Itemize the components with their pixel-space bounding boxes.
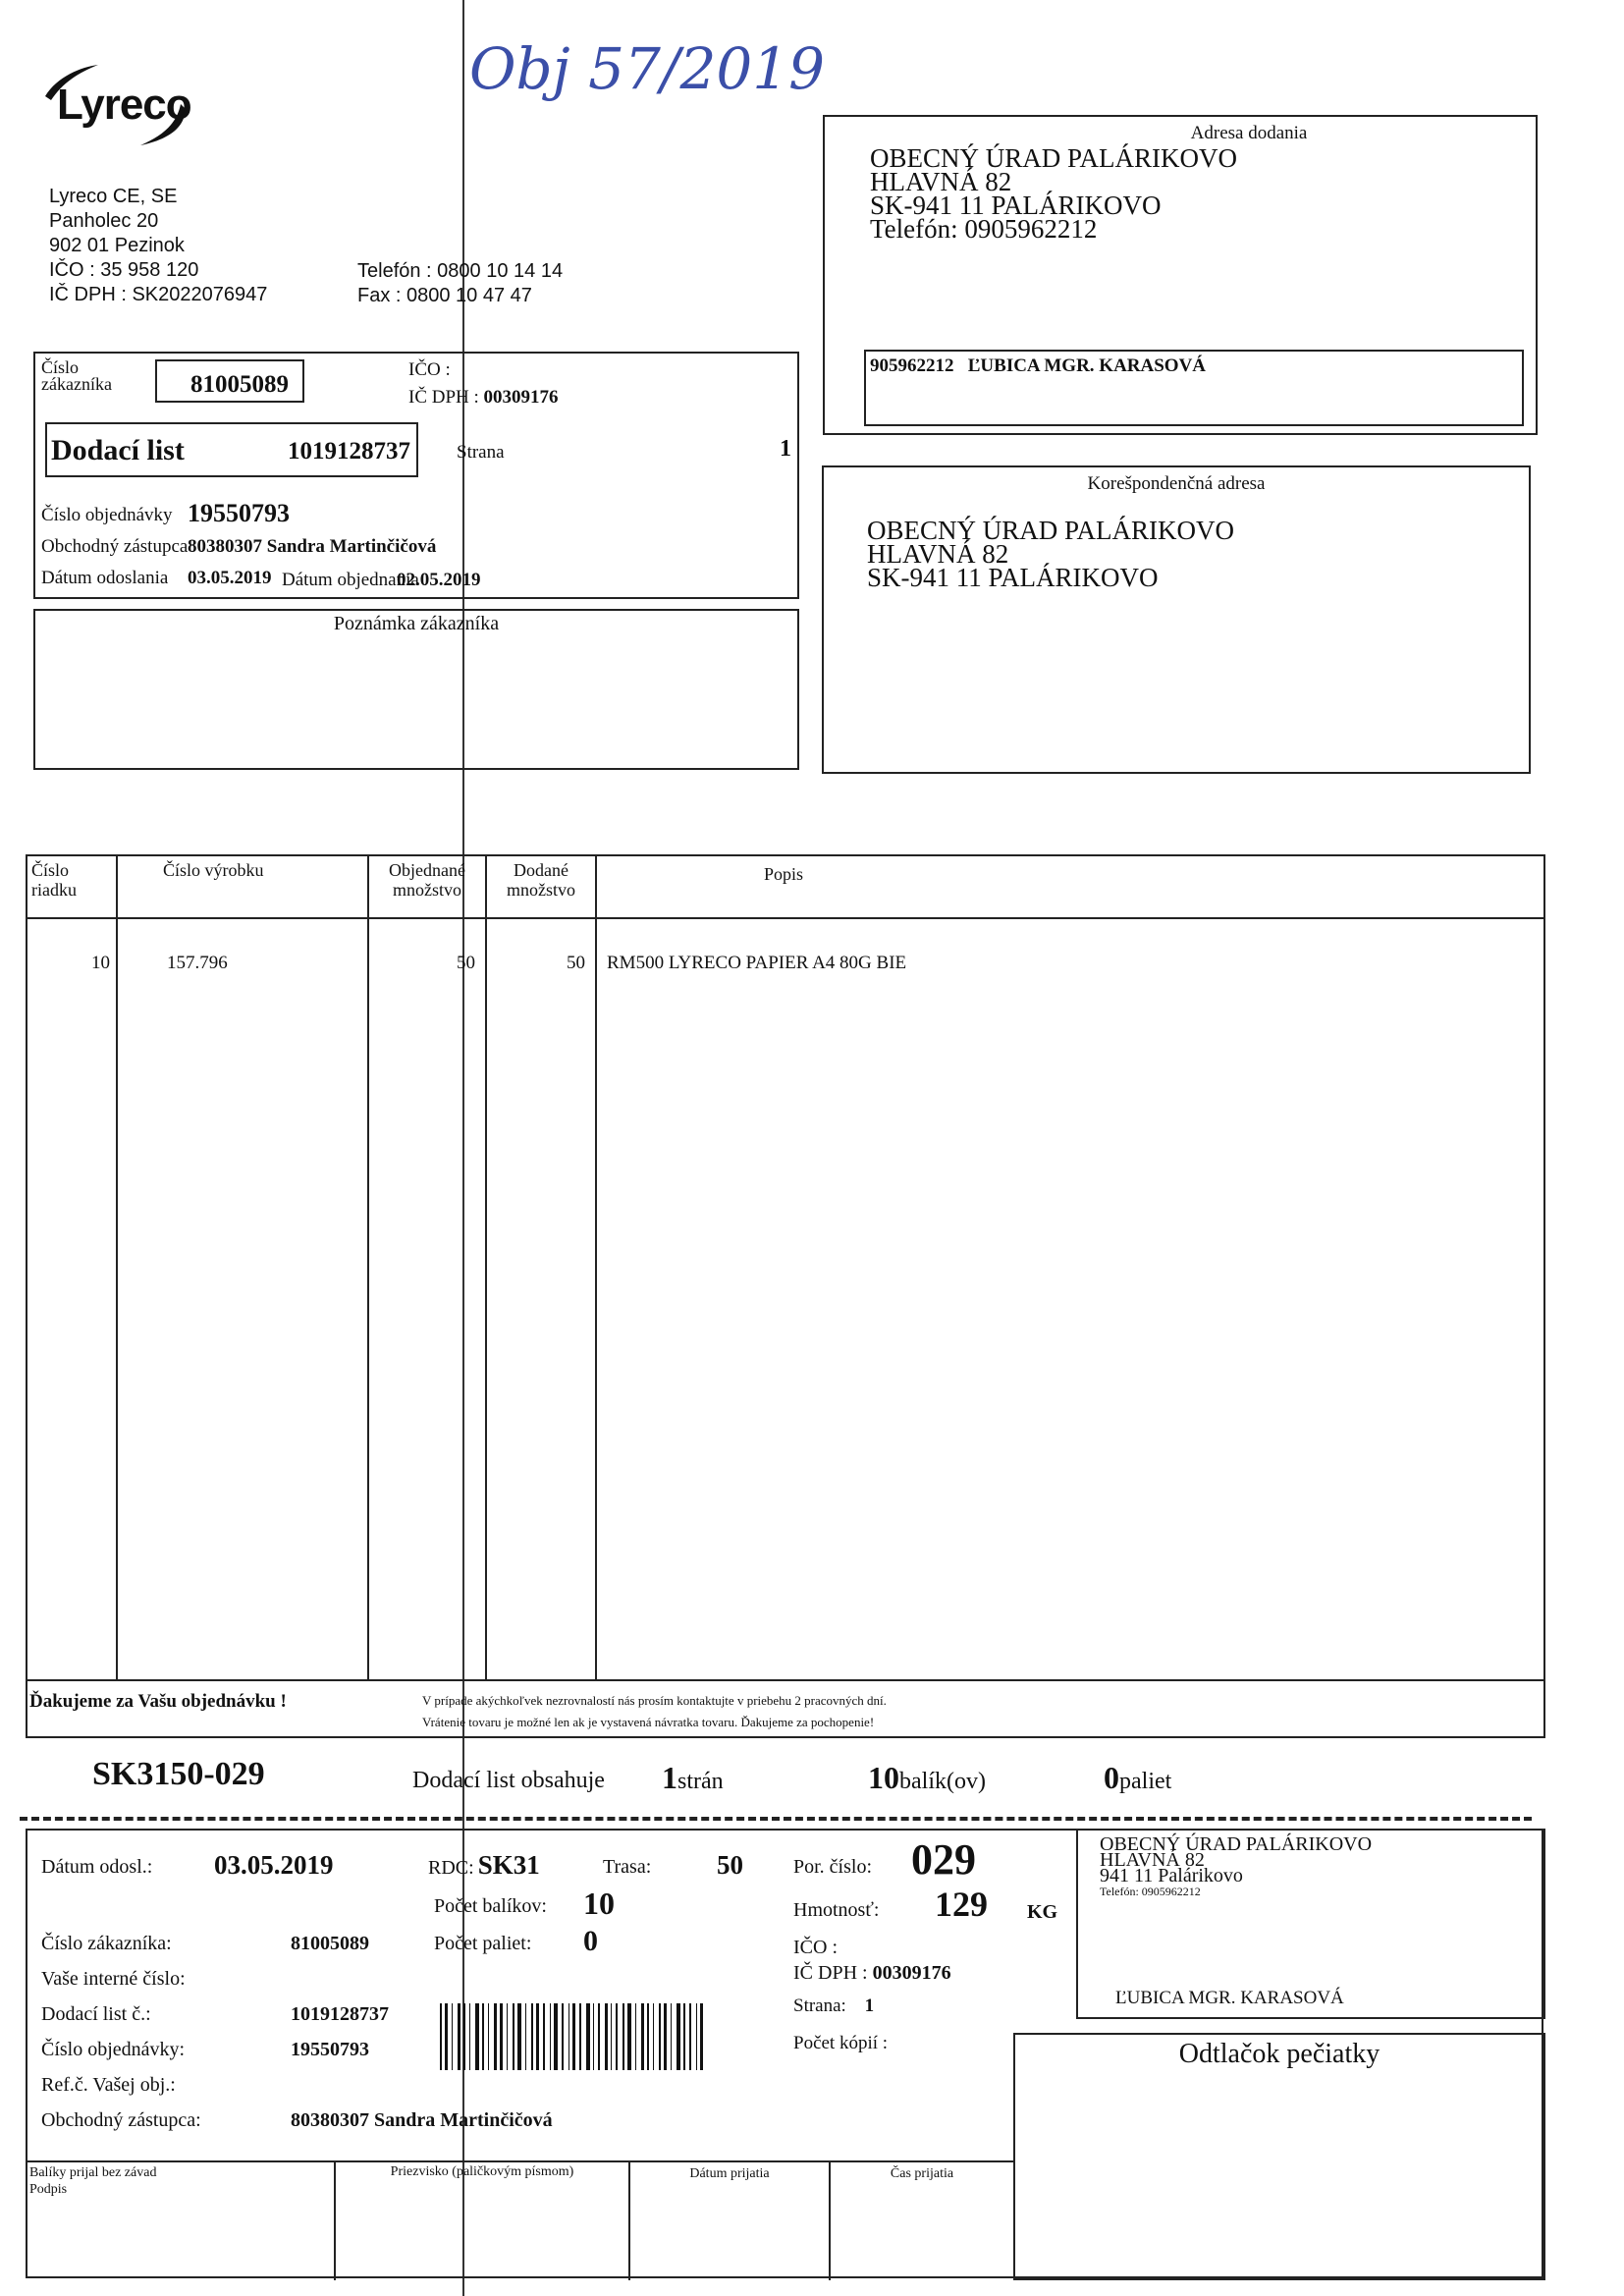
label-ship-date-label: Dátum odosl.: xyxy=(41,1856,153,1878)
order-number-label: Číslo objednávky xyxy=(41,505,173,525)
summary-pallets-unit: paliet xyxy=(1119,1769,1172,1794)
summary-packages-unit: balík(ov) xyxy=(899,1769,986,1794)
customer-number-box xyxy=(155,359,304,403)
barcode-bar xyxy=(452,2003,453,2070)
weight-label: Hmotnosť: xyxy=(793,1899,880,1921)
order-date: 02.05.2019 xyxy=(397,570,481,590)
barcode-bar xyxy=(677,2003,680,2070)
receive-time-label: Čas prijatia xyxy=(890,2166,954,2181)
page-number: 1 xyxy=(780,436,791,462)
col-divider xyxy=(485,856,487,1681)
customer-note-box xyxy=(33,609,799,770)
items-table xyxy=(26,854,1545,1738)
label-contact: ĽUBICA MGR. KARASOVÁ xyxy=(1115,1988,1344,2008)
barcode-bar xyxy=(647,2003,649,2070)
received-label: Balíky prijal bez závad xyxy=(29,2165,157,2180)
supplier-line: 902 01 Pezinok xyxy=(49,235,185,256)
ic-dph-value: 00309176 xyxy=(483,387,559,408)
barcode-bar xyxy=(445,2003,448,2070)
supplier-line: IČ DPH : SK2022076947 xyxy=(49,284,268,305)
cell-delivered: 50 xyxy=(567,953,585,973)
delivery-contact: 905962212 ĽUBICA MGR. KARASOVÁ xyxy=(870,355,1207,376)
weight-value: 129 xyxy=(935,1885,988,1924)
label-page-label: Strana: xyxy=(793,1995,846,2016)
received-block xyxy=(29,2164,156,2198)
sales-rep: 80380307 Sandra Martinčičová xyxy=(188,536,437,557)
supplier-line: IČO : 35 958 120 xyxy=(49,259,199,281)
barcode-bar xyxy=(593,2003,594,2070)
barcode-bar xyxy=(500,2003,503,2070)
internal-number-label: Vaše interné číslo: xyxy=(41,1968,186,1990)
correspondence-address-lines xyxy=(867,516,1235,592)
barcode-bar xyxy=(517,2003,521,2070)
signature-label: Podpis xyxy=(29,2182,68,2197)
correspondence-address-line: OBECNÝ ÚRAD PALÁRIKOVO xyxy=(867,516,1235,545)
barcode-bar xyxy=(611,2003,612,2070)
packages-value: 10 xyxy=(583,1886,615,1921)
summary-packages xyxy=(868,1760,986,1796)
barcode-bar xyxy=(536,2003,539,2070)
label-address-line: 941 11 Palárikovo xyxy=(1100,1865,1243,1886)
barcode-bar xyxy=(572,2003,575,2070)
label-address-line: HLAVNÁ 82 xyxy=(1100,1849,1205,1871)
summary-pallets-value: 0 xyxy=(1104,1760,1119,1795)
summary-pallets xyxy=(1104,1760,1171,1796)
label-address-lines xyxy=(1100,1833,1373,1899)
delivery-address-lines xyxy=(870,143,1238,244)
footer-divider xyxy=(27,1679,1543,1681)
cell-description: RM500 LYRECO PAPIER A4 80G BIE xyxy=(607,953,907,973)
route-value: 50 xyxy=(717,1850,743,1880)
order-label: Číslo objednávky: xyxy=(41,2039,186,2060)
col-header-product: Číslo výrobku xyxy=(163,860,264,880)
page-label: Strana xyxy=(457,442,505,463)
cell-ordered: 50 xyxy=(457,953,475,973)
col-header-line: Číslo riadku xyxy=(31,860,77,900)
doc-title: Dodací list xyxy=(51,434,185,466)
ic-dph-label: IČ DPH : xyxy=(408,387,479,408)
barcode-bar xyxy=(494,2003,497,2070)
supplier-block xyxy=(49,185,267,307)
barcode-bar xyxy=(482,2003,484,2070)
order-value: 19550793 xyxy=(291,2039,369,2060)
barcode-bar xyxy=(623,2003,624,2070)
stamp-label: Odtlačok pečiatky xyxy=(1178,2039,1380,2069)
correspondence-address-line: HLAVNÁ 82 xyxy=(867,539,1009,569)
copies-label: Počet kópií : xyxy=(793,2033,889,2053)
lyreco-logo xyxy=(37,59,214,147)
summary-pages-value: 1 xyxy=(662,1760,677,1795)
seq-label: Por. číslo: xyxy=(793,1856,873,1878)
label-ic-dph-value: 00309176 xyxy=(872,1962,951,1984)
ref-label: Ref.č. Vašej obj.: xyxy=(41,2074,176,2096)
ship-date: 03.05.2019 xyxy=(188,568,272,588)
barcode-bar xyxy=(469,2003,470,2070)
sales-rep-label: Obchodný zástupca xyxy=(41,536,189,557)
logo-text: Lyreco xyxy=(57,81,191,129)
label-address-phone: Telefón: 0905962212 xyxy=(1100,1885,1201,1898)
correspondence-address-title: Korešpondenčná adresa xyxy=(1087,473,1266,494)
supplier-line: Panholec 20 xyxy=(49,210,159,232)
customer-value: 81005089 xyxy=(291,1933,369,1954)
barcode-bar xyxy=(458,2003,460,2070)
barcode-bar xyxy=(586,2003,590,2070)
label-ic-dph-label: IČ DPH : xyxy=(793,1962,868,1984)
delivery-address-line: Telefón: 0905962212 xyxy=(870,214,1098,244)
col-divider xyxy=(367,856,369,1681)
label-page-value: 1 xyxy=(864,1995,875,2016)
customer-number: 81005089 xyxy=(190,371,289,398)
notice-line-1: V prípade akýchkoľvek nezrovnalostí nás prosím kontaktujte v priebehu 2 pracovných dní. xyxy=(422,1693,887,1708)
delivery-contact-box xyxy=(864,350,1524,426)
label-page-row xyxy=(793,1995,874,2017)
delivery-address-line: OBECNÝ ÚRAD PALÁRIKOVO xyxy=(870,143,1238,173)
barcode-bar xyxy=(627,2003,631,2070)
supplier-phone: Telefón : 0800 10 14 14 xyxy=(357,260,564,282)
rep-label: Obchodný zástupca: xyxy=(41,2109,201,2131)
doc-label: Dodací list č.: xyxy=(41,2003,151,2025)
route-code: SK3150-029 xyxy=(92,1756,265,1792)
pallets-label: Počet paliet: xyxy=(434,1933,532,1954)
label-ship-date: 03.05.2019 xyxy=(214,1850,334,1880)
customer-note-label: Poznámka zákazníka xyxy=(333,613,500,634)
stamp-box xyxy=(1013,2033,1545,2280)
packages-label: Počet balíkov: xyxy=(434,1895,547,1917)
label-ico-label: IČO : xyxy=(793,1937,838,1958)
correspondence-address-box xyxy=(822,465,1531,774)
route-label: Trasa: xyxy=(603,1856,652,1878)
weight-unit: KG xyxy=(1027,1901,1058,1923)
barcode-bar xyxy=(700,2003,703,2070)
barcode-bar xyxy=(659,2003,661,2070)
col-header-description: Popis xyxy=(764,864,804,884)
barcode-bar xyxy=(635,2003,636,2070)
barcode-bar xyxy=(550,2003,551,2070)
barcode-bar xyxy=(440,2003,442,2070)
barcode-bar xyxy=(641,2003,644,2070)
handwritten-note: Obj 57/2019 xyxy=(469,35,826,102)
rdc-value: SK31 xyxy=(477,1850,540,1880)
delivery-address-box xyxy=(823,115,1538,435)
delivery-address-title: Adresa dodania xyxy=(1190,123,1308,143)
ship-date-label: Dátum odoslania xyxy=(41,568,169,588)
summary-pages xyxy=(662,1760,724,1796)
barcode-bar xyxy=(671,2003,672,2070)
barcode-bar xyxy=(568,2003,569,2070)
col-divider xyxy=(595,856,597,1681)
shipping-label xyxy=(26,1829,1543,2278)
barcode-bar xyxy=(475,2003,479,2070)
ic-dph-row xyxy=(408,387,559,409)
order-date-label: Dátum objednania xyxy=(282,570,419,590)
barcode-bar xyxy=(525,2003,526,2070)
summary-packages-value: 10 xyxy=(868,1760,899,1795)
contains-label: Dodací list obsahuje xyxy=(412,1768,605,1793)
barcode-bar xyxy=(605,2003,608,2070)
seq-value: 029 xyxy=(911,1835,976,1884)
rdc-label: RDC: xyxy=(428,1857,474,1879)
correspondence-address-line: SK-941 11 PALÁRIKOVO xyxy=(867,563,1159,592)
surname-label: Priezvisko (paličkovým písmom) xyxy=(390,2164,574,2179)
label-address-line: OBECNÝ ÚRAD PALÁRIKOVO xyxy=(1100,1833,1373,1855)
doc-number: 1019128737 xyxy=(288,438,410,465)
order-number: 19550793 xyxy=(188,499,290,527)
delivery-address-line: SK-941 11 PALÁRIKOVO xyxy=(870,191,1162,220)
col-header-delivered: Dodané množstvo xyxy=(507,860,575,900)
cut-line xyxy=(20,1817,1532,1821)
delivery-address-line: HLAVNÁ 82 xyxy=(870,167,1012,196)
customer-number-label: Číslo zákazníka xyxy=(41,357,112,394)
header-box xyxy=(33,352,799,599)
barcode-bar xyxy=(664,2003,667,2070)
barcode-bar xyxy=(653,2003,654,2070)
customer-label: Číslo zákazníka: xyxy=(41,1933,172,1954)
barcode-bar xyxy=(554,2003,558,2070)
barcode-bar xyxy=(616,2003,618,2070)
supplier-line: Lyreco CE, SE xyxy=(49,186,178,207)
supplier-fax: Fax : 0800 10 47 47 xyxy=(357,285,532,306)
barcode-bar xyxy=(579,2003,581,2070)
header-divider xyxy=(27,917,1543,919)
barcode-bar xyxy=(531,2003,533,2070)
cell-line: 10 xyxy=(91,953,110,973)
barcode-bar xyxy=(513,2003,514,2070)
doc-title-box xyxy=(45,422,418,477)
label-address-box xyxy=(1076,1829,1545,2019)
rep-value: 80380307 Sandra Martinčičová xyxy=(291,2109,553,2131)
rdc-row xyxy=(428,1850,540,1881)
cell-product: 157.796 xyxy=(167,953,228,973)
receive-date-label: Dátum prijatia xyxy=(689,2166,770,2181)
receipt-divider xyxy=(27,2160,1015,2162)
barcode xyxy=(440,2003,707,2070)
barcode-bar xyxy=(463,2003,465,2070)
pallets-value: 0 xyxy=(583,1925,598,1957)
barcode-bar xyxy=(689,2003,691,2070)
col-header-ordered: Objednané množstvo xyxy=(389,860,465,900)
barcode-bar xyxy=(543,2003,545,2070)
supplier-contact xyxy=(357,259,563,308)
barcode-bar xyxy=(598,2003,600,2070)
thanks-text: Ďakujeme za Vašu objednávku ! xyxy=(29,1691,287,1712)
barcode-bar xyxy=(696,2003,697,2070)
label-ic-dph-row xyxy=(793,1962,951,1985)
doc-value: 1019128737 xyxy=(291,2003,389,2025)
barcode-bar xyxy=(488,2003,489,2070)
notice-line-2: Vrátenie tovaru je možné len ak je vystavená návratka tovaru. Ďakujeme za pochopenie! xyxy=(422,1715,875,1729)
col-divider xyxy=(116,856,118,1681)
barcode-bar xyxy=(507,2003,508,2070)
barcode-bar xyxy=(562,2003,564,2070)
summary-pages-unit: strán xyxy=(677,1769,724,1794)
barcode-bar xyxy=(683,2003,685,2070)
ico-label: IČO : xyxy=(408,359,451,380)
